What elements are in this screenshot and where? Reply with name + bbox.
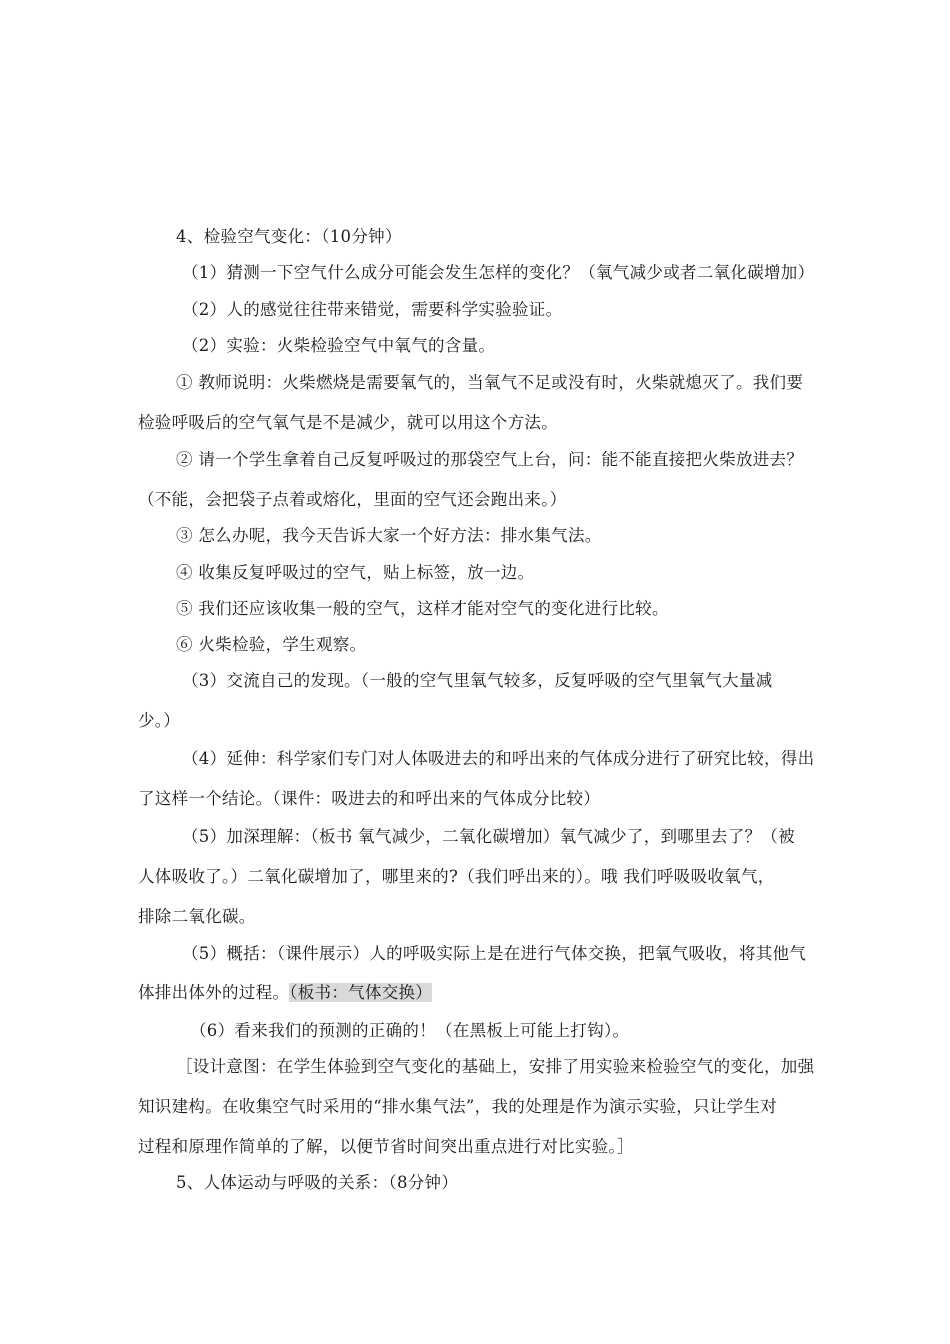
design-intent-line-2: 知识建构。在收集空气时采用的“排水集气法”，我的处理是作为演示实验，只让学生对 bbox=[138, 1097, 778, 1116]
paragraph-6-line-2: 人体吸收了。）二氧化碳增加了，哪里来的?（我们呼出来的）。哦 我们呼吸吸收氧气， bbox=[138, 867, 775, 886]
paragraph-6-line-1: （5）加深理解：（板书 氧气减少，二氧化碳增加）氧气减少了，到哪里去了？（被 bbox=[182, 827, 795, 846]
paragraph-7-line-1: （5）概括：（课件展示）人的呼吸实际上是在进行气体交换，把氧气吸收，将其他气 bbox=[182, 944, 807, 963]
step-3: ③ 怎么办呢，我今天告诉大家一个好方法：排水集气法。 bbox=[176, 526, 602, 545]
step-5: ⑤ 我们还应该收集一般的空气，这样才能对空气的变化进行比较。 bbox=[176, 599, 669, 618]
section-4-heading: 4、检验空气变化：（10分钟） bbox=[176, 227, 402, 246]
paragraph-6-line-3: 排除二氧化碳。 bbox=[138, 907, 256, 926]
blackboard-note-highlight: （板书：气体交换） bbox=[289, 983, 433, 1002]
paragraph-7-text: 体排出体外的过程。 bbox=[138, 983, 290, 1002]
paragraph-8: （6）看来我们的预测的正确的！（在黑板上可能上打钩）。 bbox=[190, 1021, 630, 1040]
step-6: ⑥ 火柴检验，学生观察。 bbox=[176, 635, 367, 654]
step-4: ④ 收集反复呼吸过的空气，贴上标签，放一边。 bbox=[176, 563, 535, 582]
paragraph-5-line-1: （4）延伸：科学家们专门对人体吸进去的和呼出来的气体成分进行了研究比较，得出 bbox=[182, 749, 815, 768]
paragraph-1: （1）猜测一下空气什么成分可能会发生怎样的变化？（氧气减少或者二氧化碳增加） bbox=[182, 263, 815, 282]
paragraph-3: （2）实验：火柴检验空气中氧气的含量。 bbox=[182, 336, 496, 355]
paragraph-7-line-2 bbox=[138, 982, 432, 1004]
paragraph-2: （2）人的感觉往往带来错觉，需要科学实验验证。 bbox=[182, 300, 563, 319]
step-1-line-1: ① 教师说明：火柴燃烧是需要氧气的，当氧气不足或没有时，火柴就熄灭了。我们要 bbox=[176, 373, 804, 392]
paragraph-4-line-1: （3）交流自己的发现。（一般的空气里氧气较多，反复呼吸的空气里氧气大量减 bbox=[182, 671, 773, 690]
design-intent-line-3: 过程和原理作简单的了解，以便节省时间突出重点进行对比实验。］ bbox=[138, 1137, 634, 1156]
paragraph-5-line-2: 了这样一个结论。（课件：吸进去的和呼出来的气体成分比较） bbox=[138, 789, 601, 808]
step-2-line-1: ② 请一个学生拿着自己反复呼吸过的那袋空气上台，问：能不能直接把火柴放进去？ bbox=[176, 450, 804, 469]
paragraph-4-line-2: 少。） bbox=[138, 711, 181, 730]
step-2-line-2: （不能，会把袋子点着或熔化，里面的空气还会跑出来。） bbox=[138, 490, 567, 509]
design-intent-line-1: ［设计意图：在学生体验到空气变化的基础上，安排了用实验来检验空气的变化，加强 bbox=[176, 1057, 815, 1076]
step-1-line-2: 检验呼吸后的空气氧气是不是减少，就可以用这个方法。 bbox=[138, 413, 558, 432]
section-5-heading: 5、人体运动与呼吸的关系：（8分钟） bbox=[176, 1173, 459, 1192]
